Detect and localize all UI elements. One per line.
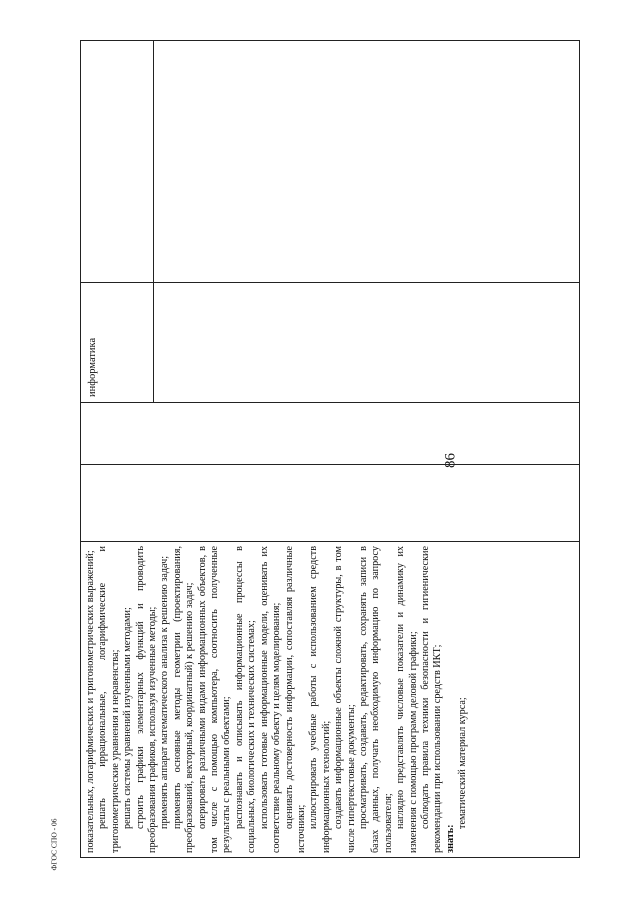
requirement-item: применять основные методы геометрии (проектирования, преобразований, векторный, координатный) к решению задач; (171, 546, 196, 853)
requirement-item: просматривать, создавать, редактировать, сохранять записи в базах данных, получать необходимую информацию по запросу пользователя; (357, 546, 394, 853)
header-row-divider (153, 40, 154, 403)
requirements-column (81, 542, 579, 857)
curriculum-table (80, 40, 580, 858)
footer-code: ФГОС СПО - 06 (49, 818, 59, 871)
requirement-item: решать системы уравнений изученными методами; (122, 607, 134, 829)
requirement-item: распознавать и описывать информационные процессы в социальных, биологических и технических системах; (233, 546, 258, 853)
requirement-item: соблюдать правила техники безопасности и гигиенические рекомендации при использовании средств ИКТ; (419, 546, 444, 853)
requirement-item: строить графики элементарных функций и проводить преобразования графиков, используя изученные методы; (134, 546, 159, 853)
page-number: 86 (442, 453, 459, 468)
subject-label: информатика (87, 337, 98, 397)
requirement-item: решать иррациональные, логарифмические и тригонометрические уравнения и неравенства; (97, 546, 121, 853)
requirements-text (85, 546, 575, 853)
table-viewport (80, 40, 580, 858)
empty-column-1 (81, 465, 579, 542)
requirement-item: использовать готовые информационные модели, оценивать их соответствие реальному объекту и целям моделирования; (258, 546, 283, 853)
requirement-item: иллюстрировать учебные работы с использованием средств информационных технологий; (308, 546, 332, 853)
subject-column (81, 283, 579, 403)
empty-column-3 (81, 40, 579, 283)
requirement-item: применять аппарат математического анализа к решению задач; (159, 555, 171, 829)
empty-column-2 (81, 403, 579, 465)
requirement-item: оперировать различными видами информационных объектов, в том числе с помощью компьютера, соотносить полученные результаты с реальными объектами; (196, 546, 233, 853)
requirement-item: создавать информационные объекты сложной структуры, в том числе гипертекстовые документы; (333, 546, 357, 853)
requirement-item: знать: (444, 824, 456, 853)
requirement-item: тематический материал курса; (457, 697, 469, 829)
requirement-item: наглядно представлять числовые показатели и динамику их изменения с помощью программ деловой графики; (395, 546, 419, 853)
requirement-item: показательных, логарифмических и тригонометрических выражений; (85, 550, 96, 853)
requirement-item: оценивать достоверность информации, сопоставляя различные источники; (283, 546, 307, 853)
